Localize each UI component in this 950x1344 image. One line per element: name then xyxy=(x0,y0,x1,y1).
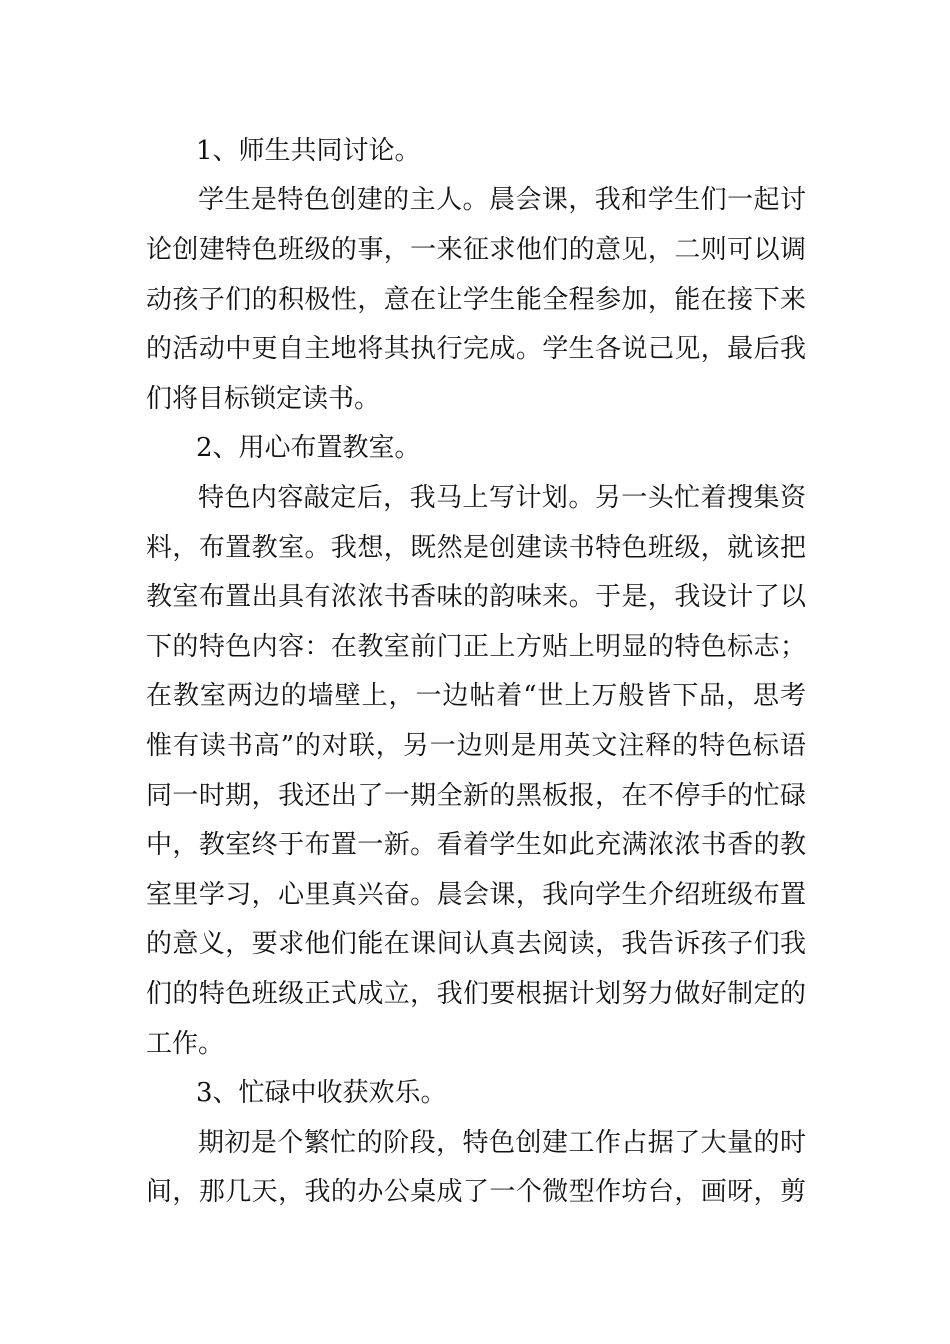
paragraph-line: 期初是个繁忙的阶段，特色创建工作占据了大量的时 xyxy=(198,1128,806,1158)
paragraph-line: 的意义，要求他们能在课间认真去阅读，我告诉孩子们我 xyxy=(146,929,806,959)
paragraph-line: 工作。 xyxy=(146,1029,225,1059)
paragraph-line: 教室布置出具有浓浓书香味的韵味来。于是，我设计了以 xyxy=(146,582,806,612)
paragraph-line: 中，教室终于布置一新。看着学生如此充满浓浓书香的教 xyxy=(146,830,806,860)
section-heading-1: 1、师生共同讨论。 xyxy=(196,136,421,166)
paragraph-line: 的活动中更自主地将其执行完成。学生各说己见，最后我 xyxy=(146,334,806,364)
paragraph-line: 特色内容敲定后，我马上写计划。另一头忙着搜集资 xyxy=(198,483,806,513)
section-heading-2: 2、用心布置教室。 xyxy=(196,433,421,463)
paragraph-line: 室里学习，心里真兴奋。晨会课，我向学生介绍班级布置 xyxy=(146,880,806,910)
paragraph-line: 料，布置教室。我想，既然是创建读书特色班级，就该把 xyxy=(146,533,806,563)
paragraph-line: 动孩子们的积极性，意在让学生能全程参加，能在接下来 xyxy=(146,285,806,315)
paragraph-line: 论创建特色班级的事，一来征求他们的意见，二则可以调 xyxy=(146,235,806,265)
paragraph-line: 惟有读书高”的对联，另一边则是用英文注释的特色标语 xyxy=(146,731,806,761)
paragraph-line: 学生是特色创建的主人。晨会课，我和学生们一起讨 xyxy=(198,185,806,215)
paragraph-line: 们将目标锁定读书。 xyxy=(146,384,381,414)
section-heading-3: 3、忙碌中收获欢乐。 xyxy=(196,1078,447,1108)
paragraph-line: 间，那几天，我的办公桌成了一个微型作坊台，画呀，剪 xyxy=(146,1177,806,1207)
paragraph-line: 在教室两边的墙壁上，一边帖着“世上万般皆下品，思考 xyxy=(146,681,806,711)
paragraph-line: 们的特色班级正式成立，我们要根据计划努力做好制定的 xyxy=(146,979,806,1009)
paragraph-line: 同一时期，我还出了一期全新的黑板报，在不停手的忙碌 xyxy=(146,781,806,811)
paragraph-line: 下的特色内容：在教室前门正上方贴上明显的特色标志； xyxy=(146,632,806,662)
